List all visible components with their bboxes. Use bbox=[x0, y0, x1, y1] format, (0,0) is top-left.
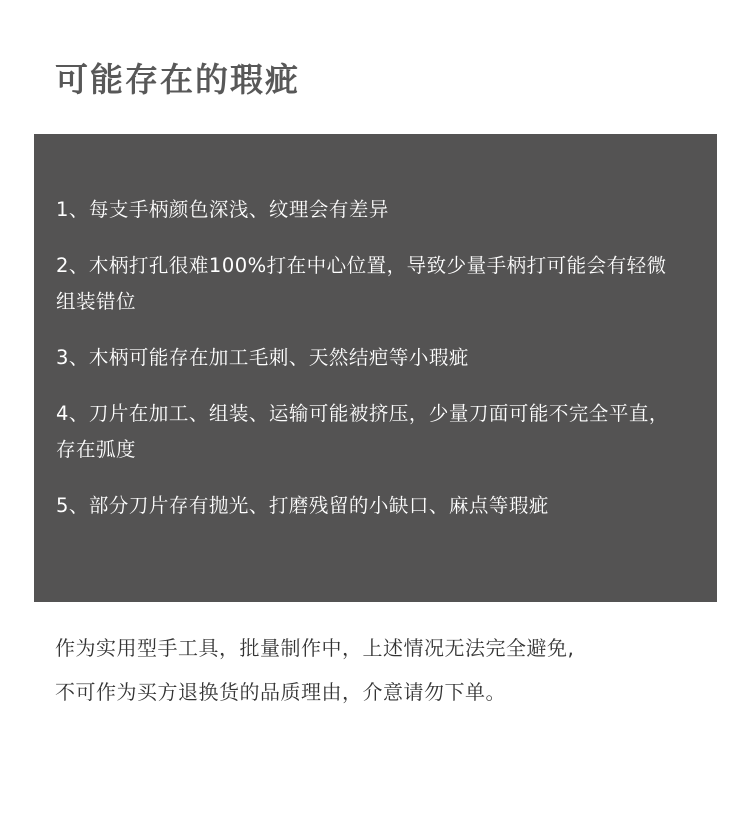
defect-panel bbox=[34, 134, 717, 602]
defect-item-5: 5、部分刀片存有抛光、打磨残留的小缺口、麻点等瑕疵 bbox=[56, 494, 549, 517]
defect-list bbox=[56, 192, 686, 544]
disclaimer-line-1: 作为实用型手工具，批量制作中，上述情况无法完全避免, bbox=[55, 636, 575, 660]
disclaimer bbox=[55, 626, 705, 714]
defect-item-1: 1、每支手柄颜色深浅、纹理会有差异 bbox=[56, 198, 389, 221]
defect-item-3: 3、木柄可能存在加工毛刺、天然结疤等小瑕疵 bbox=[56, 346, 469, 369]
defect-item-2: 2、木柄打孔很难100%打在中心位置，导致少量手柄打可能会有轻微组装错位 bbox=[56, 254, 667, 313]
disclaimer-line-2: 不可作为买方退换货的品质理由，介意请勿下单。 bbox=[55, 680, 506, 704]
page-title: 可能存在的瑕疵 bbox=[55, 60, 300, 99]
defect-item-4: 4、刀片在加工、组装、运输可能被挤压，少量刀面可能不完全平直，存在弧度 bbox=[56, 402, 669, 461]
